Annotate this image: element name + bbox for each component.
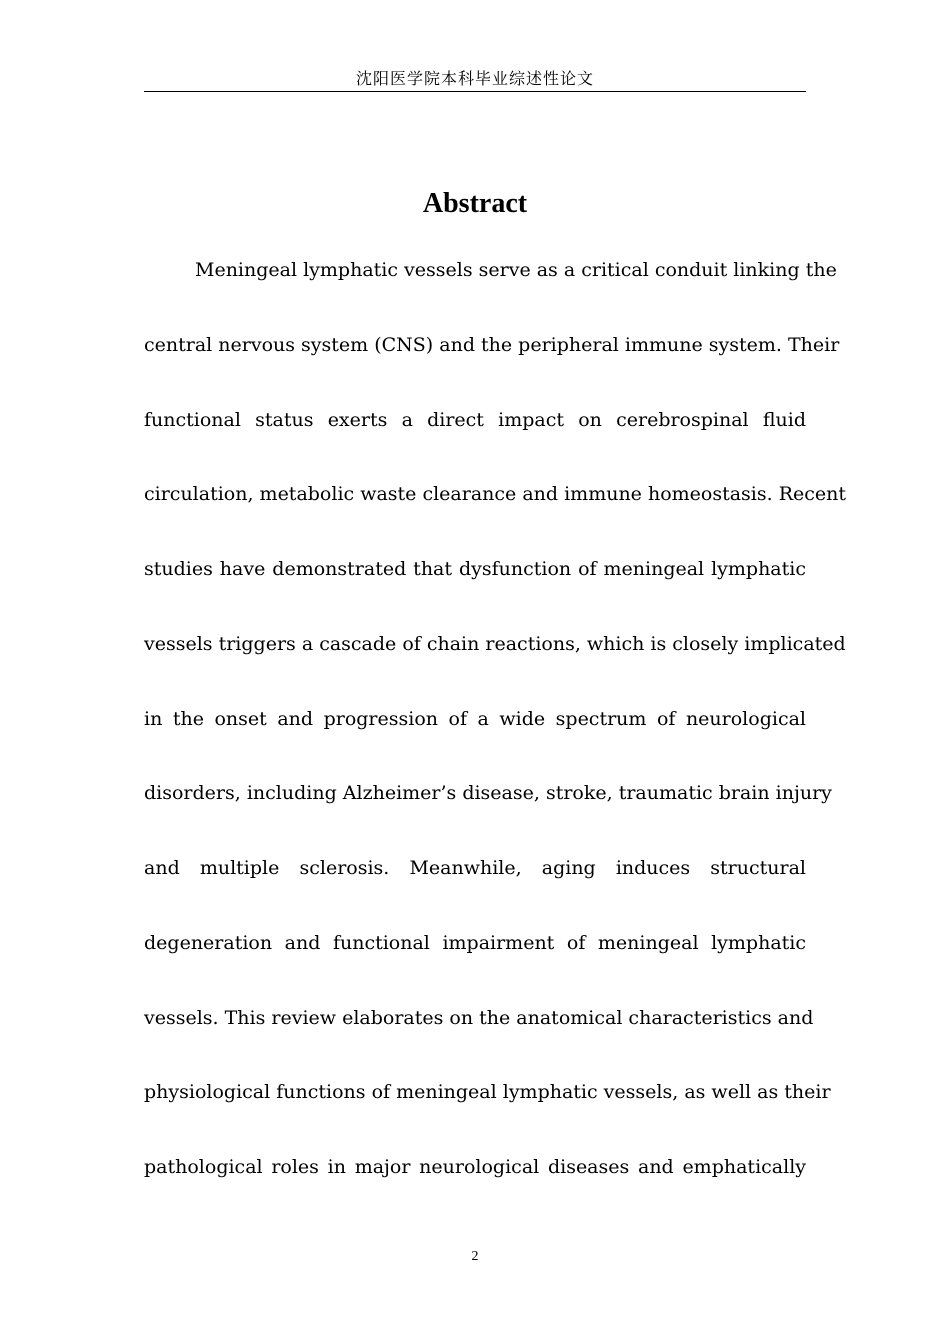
page-number: 2 <box>471 1249 479 1264</box>
abstract-line: Meningeal lymphatic vessels serve as a critical conduit linking the <box>195 259 837 281</box>
abstract-body <box>144 253 847 1225</box>
abstract-line: disorders, including Alzheimer’s disease, stroke, traumatic brain injury <box>144 782 832 805</box>
abstract-line: and multiple sclerosis. Meanwhile, aging induces structural <box>144 857 806 879</box>
abstract-line: physiological functions of meningeal lymphatic vessels, as well as their <box>144 1081 831 1104</box>
abstract-title: Abstract <box>422 188 528 219</box>
abstract-line: vessels. This review elaborates on the anatomical characteristics and <box>144 1006 814 1029</box>
abstract-line: central nervous system (CNS) and the peripheral immune system. Their <box>144 333 840 356</box>
abstract-line: studies have demonstrated that dysfunction of meningeal lymphatic <box>144 558 806 580</box>
abstract-line: pathological roles in major neurological diseases and emphatically <box>144 1156 806 1178</box>
abstract-line: in the onset and progression of a wide spectrum of neurological <box>144 707 806 730</box>
running-header: 沈阳医学院本科毕业综述性论文 <box>355 69 594 88</box>
abstract-line: circulation, metabolic waste clearance and immune homeostasis. Recent <box>144 483 847 506</box>
abstract-line: degeneration and functional impairment of meningeal lymphatic <box>144 931 806 954</box>
abstract-line: vessels triggers a cascade of chain reactions, which is closely implicated <box>144 632 846 655</box>
abstract-line: functional status exerts a direct impact on cerebrospinal fluid <box>144 408 806 431</box>
header-rule <box>144 91 806 92</box>
